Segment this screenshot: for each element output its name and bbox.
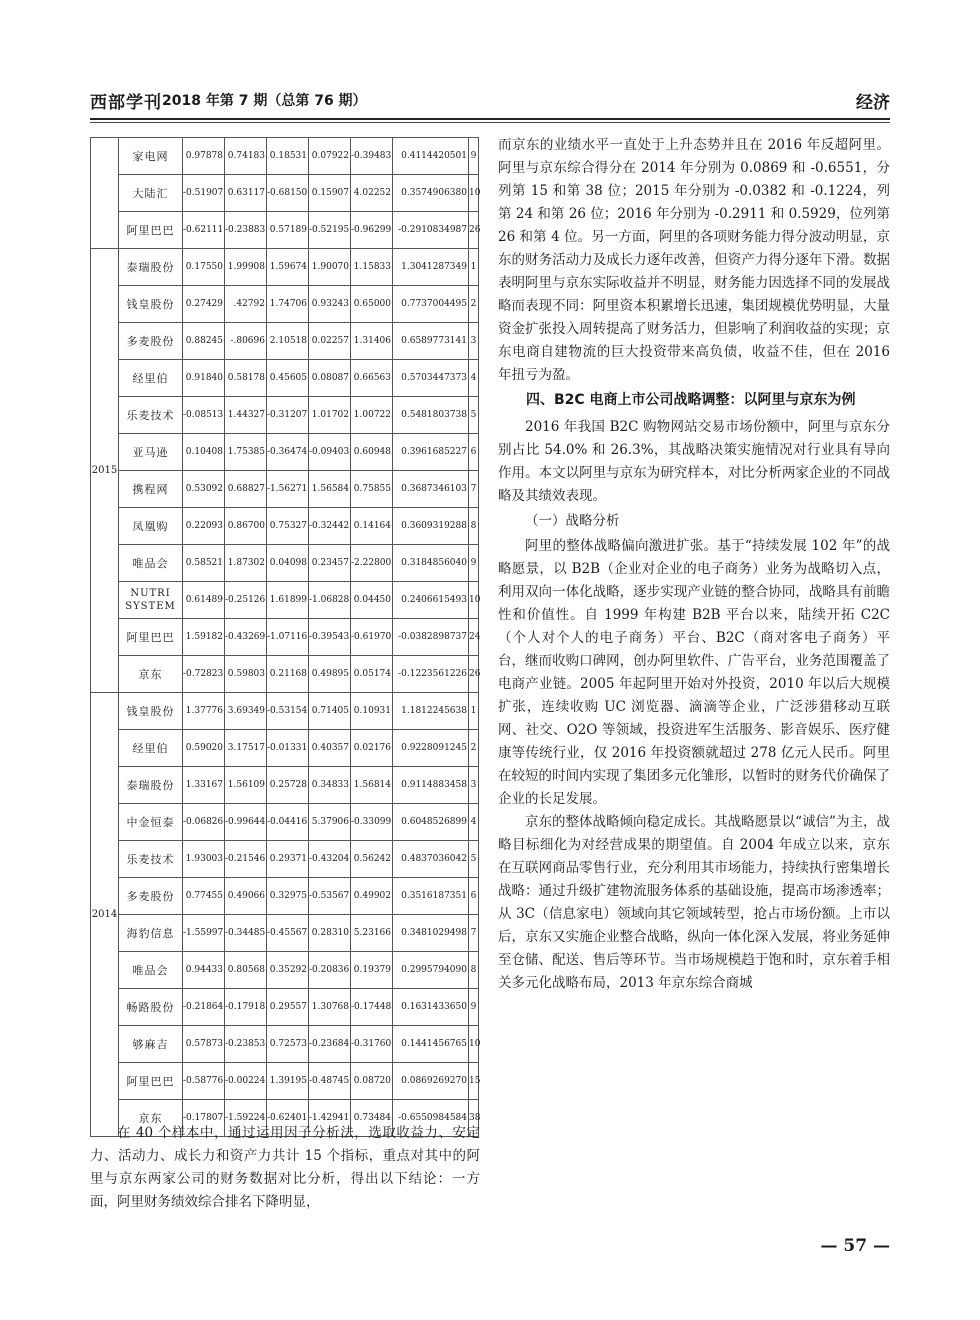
factor-cell: 0.58178 — [225, 360, 267, 397]
factor-cell: 0.34833 — [309, 767, 351, 804]
score-cell: 0.3516187351 — [393, 878, 469, 915]
factor-cell: -1.06828 — [309, 582, 351, 619]
score-cell: -0.2910834987 — [393, 212, 469, 249]
factor-cell: -1.42941 — [309, 1100, 351, 1137]
company-cell: 阿里巴巴 — [119, 212, 183, 249]
table-row — [91, 175, 479, 212]
factor-cell: 0.97878 — [183, 138, 225, 175]
factor-cell: 0.80568 — [225, 952, 267, 989]
company-cell: 多麦股份 — [119, 878, 183, 915]
rank-cell: 2 — [469, 730, 479, 767]
score-cell: 0.7737004495 — [393, 286, 469, 323]
rank-cell: 6 — [469, 434, 479, 471]
factor-cell: -0.39483 — [351, 138, 393, 175]
factor-cell: 0.57873 — [183, 1026, 225, 1063]
factor-cell: 0.93243 — [309, 286, 351, 323]
company-cell: 海豹信息 — [119, 915, 183, 952]
issue-info: 2018 年第 7 期（总第 76 期） — [162, 93, 367, 109]
factor-cell: 0.71405 — [309, 693, 351, 730]
company-cell: 阿里巴巴 — [119, 1063, 183, 1100]
company-cell: 泰瑞股份 — [119, 767, 183, 804]
factor-cell: 0.10931 — [351, 693, 393, 730]
factor-cell: 0.94433 — [183, 952, 225, 989]
score-cell: 0.4837036042 — [393, 841, 469, 878]
table-row — [91, 434, 479, 471]
factor-cell: 0.27429 — [183, 286, 225, 323]
table-row — [91, 397, 479, 434]
factor-cell: 0.18531 — [267, 138, 309, 175]
factor-cell: -0.53154 — [267, 693, 309, 730]
table-row — [91, 508, 479, 545]
factor-cell: 5.37906 — [309, 804, 351, 841]
company-cell: NUTRI SYSTEM — [119, 582, 183, 619]
rank-cell: 7 — [469, 915, 479, 952]
table-row — [91, 989, 479, 1026]
factor-cell: 1.74706 — [267, 286, 309, 323]
factor-cell: 0.21168 — [267, 656, 309, 693]
factor-cell: 0.45605 — [267, 360, 309, 397]
factor-cell: 0.17550 — [183, 249, 225, 286]
factor-cell: 0.04450 — [351, 582, 393, 619]
score-cell: 0.6048526899 — [393, 804, 469, 841]
table-row — [91, 804, 479, 841]
factor-cell: -1.07116 — [267, 619, 309, 656]
score-cell: 0.3574906380 — [393, 175, 469, 212]
factor-cell: -0.31760 — [351, 1026, 393, 1063]
factor-cell: -0.01331 — [267, 730, 309, 767]
score-cell: 0.1441456765 — [393, 1026, 469, 1063]
score-cell: 0.3609319288 — [393, 508, 469, 545]
factor-cell: 0.32975 — [267, 878, 309, 915]
company-cell: 阿里巴巴 — [119, 619, 183, 656]
rank-cell: 1 — [469, 693, 479, 730]
factor-cell: -1.56271 — [267, 471, 309, 508]
factor-cell: -0.20836 — [309, 952, 351, 989]
factor-cell: -0.06826 — [183, 804, 225, 841]
factor-cell: -0.32442 — [309, 508, 351, 545]
score-cell: -0.1223561226 — [393, 656, 469, 693]
alibaba-strategy-paragraph: 阿里的整体战略偏向激进扩张。基于“持续发展 102 年”的战略愿景，以 B2B（企业对企业的电子商务）业务为战略切入点，利用双向一体化战略，逐步实现产业链的整合协同，战略具有前瞻性和价值性。自 1999 年构建 B2B 平台以来，陆续开拓 C2C（个人对个人的电子商务）平台、B2C（商对客电子商务）平台，继而收购口碑网，创办阿里软件、广告平台，业务范围覆盖了电商产业链。2005 年起阿里开始对外投资，2010 年以后大规模扩张，连续收购 UC 浏览器、滴滴等企业，广泛涉猎移动互联网、社交、O2O 等领域，投资进军生活服务、影音娱乐、医疗健康等传统行业，仅 2016 年投资额就超过 278 亿元人民币。阿里在较短的时间内实现了集团多元化雏形，以暂时的财务代价确保了企业的长足发展。 — [498, 538, 890, 807]
factor-cell: -0.23853 — [225, 1026, 267, 1063]
factor-cell: 0.40357 — [309, 730, 351, 767]
company-cell: 钱皇股份 — [119, 286, 183, 323]
rank-cell: 10 — [469, 582, 479, 619]
factor-cell: 1.31406 — [351, 323, 393, 360]
factor-cell: 0.77455 — [183, 878, 225, 915]
factor-cell: 1.33167 — [183, 767, 225, 804]
financial-score-table — [90, 137, 479, 1137]
factor-cell: 1.01702 — [309, 397, 351, 434]
factor-cell: 1.99908 — [225, 249, 267, 286]
factor-cell: -0.72823 — [183, 656, 225, 693]
factor-cell: 1.56814 — [351, 767, 393, 804]
score-cell: 0.9228091245 — [393, 730, 469, 767]
factor-cell: 1.59182 — [183, 619, 225, 656]
rank-cell: 1 — [469, 249, 479, 286]
factor-cell: 0.63117 — [225, 175, 267, 212]
factor-cell: -0.00224 — [225, 1063, 267, 1100]
rank-cell: 3 — [469, 767, 479, 804]
score-cell: 0.4114420501 — [393, 138, 469, 175]
rank-cell: 9 — [469, 138, 479, 175]
subsection-heading: （一）战略分析 — [525, 513, 620, 529]
factor-cell: -0.62111 — [183, 212, 225, 249]
factor-cell: 0.66563 — [351, 360, 393, 397]
factor-cell: -0.04416 — [267, 804, 309, 841]
factor-cell: 0.74183 — [225, 138, 267, 175]
company-cell: 乐麦技术 — [119, 841, 183, 878]
table-row — [91, 1026, 479, 1063]
table-row — [91, 841, 479, 878]
table-row — [91, 138, 479, 175]
factor-cell: 5.23166 — [351, 915, 393, 952]
factor-cell: 0.86700 — [225, 508, 267, 545]
factor-cell: 0.65000 — [351, 286, 393, 323]
factor-cell: -0.17448 — [351, 989, 393, 1026]
factor-cell: 0.72573 — [267, 1026, 309, 1063]
rank-cell: 5 — [469, 841, 479, 878]
table-row — [91, 952, 479, 989]
factor-cell: -0.33099 — [351, 804, 393, 841]
rank-cell: 10 — [469, 175, 479, 212]
company-cell: 畅路股份 — [119, 989, 183, 1026]
factor-cell: -0.34485 — [225, 915, 267, 952]
factor-cell: 0.88245 — [183, 323, 225, 360]
factor-cell: -0.51907 — [183, 175, 225, 212]
factor-cell: -0.99644 — [225, 804, 267, 841]
rank-cell: 24 — [469, 619, 479, 656]
table-row — [91, 619, 479, 656]
company-cell: 凤凰购 — [119, 508, 183, 545]
rank-cell: 15 — [469, 1063, 479, 1100]
company-cell: 经里伯 — [119, 360, 183, 397]
company-cell: 钱皇股份 — [119, 693, 183, 730]
factor-cell: -0.21546 — [225, 841, 267, 878]
year-cell: 2015 — [91, 249, 119, 693]
company-cell: 泰瑞股份 — [119, 249, 183, 286]
factor-cell: 1.15833 — [351, 249, 393, 286]
factor-cell: -0.52195 — [309, 212, 351, 249]
year-cell: 2014 — [91, 693, 119, 1137]
header-rule-thin — [90, 122, 890, 123]
factor-cell: 0.08087 — [309, 360, 351, 397]
header-rule — [90, 118, 890, 120]
factor-cell: -0.62401 — [267, 1100, 309, 1137]
rank-cell: 26 — [469, 212, 479, 249]
score-cell: 0.6589773141 — [393, 323, 469, 360]
table-row — [91, 212, 479, 249]
factor-cell: 0.60948 — [351, 434, 393, 471]
factor-cell: -0.45567 — [267, 915, 309, 952]
rank-cell: 38 — [469, 1100, 479, 1137]
factor-cell: -0.23684 — [309, 1026, 351, 1063]
factor-cell: 1.37776 — [183, 693, 225, 730]
factor-cell: 0.25728 — [267, 767, 309, 804]
factor-cell: -0.43269 — [225, 619, 267, 656]
factor-cell: 0.10408 — [183, 434, 225, 471]
table-row — [91, 323, 479, 360]
factor-cell: 1.93003 — [183, 841, 225, 878]
factor-cell: 0.02176 — [351, 730, 393, 767]
score-cell: 0.3961685227 — [393, 434, 469, 471]
rank-cell: 4 — [469, 804, 479, 841]
factor-cell: -0.36474 — [267, 434, 309, 471]
rank-cell: 2 — [469, 286, 479, 323]
section-heading: 四、B2C 电商上市公司战略调整：以阿里与京东为例 — [526, 392, 856, 408]
score-cell: 0.3184856040 — [393, 545, 469, 582]
factor-cell: 0.61489 — [183, 582, 225, 619]
factor-cell: -0.25126 — [225, 582, 267, 619]
score-cell: 0.1631433650 — [393, 989, 469, 1026]
factor-cell: .42792 — [225, 286, 267, 323]
factor-cell: -.80696 — [225, 323, 267, 360]
factor-cell: 3.17517 — [225, 730, 267, 767]
rank-cell: 8 — [469, 508, 479, 545]
factor-cell: 0.19379 — [351, 952, 393, 989]
rank-cell: 7 — [469, 471, 479, 508]
factor-cell: -0.96299 — [351, 212, 393, 249]
company-cell: 亚马逊 — [119, 434, 183, 471]
factor-cell: 2.10518 — [267, 323, 309, 360]
factor-cell: 0.49902 — [351, 878, 393, 915]
factor-cell: 0.14164 — [351, 508, 393, 545]
table-row — [91, 582, 479, 619]
factor-cell: -0.31207 — [267, 397, 309, 434]
rank-cell: 8 — [469, 952, 479, 989]
factor-cell: -0.08513 — [183, 397, 225, 434]
score-cell: 0.3481029498 — [393, 915, 469, 952]
intro-paragraph: 2016 年我国 B2C 购物网站交易市场份额中，阿里与京东分别占比 54.0% 和 26.3%，其战略决策实施情况对行业具有导向作用。本文以阿里与京东为研究样本，对比分析两家企业的不同战略及其绩效表现。 — [498, 419, 890, 504]
factor-cell: 0.75855 — [351, 471, 393, 508]
factor-cell: 0.04098 — [267, 545, 309, 582]
rank-cell: 3 — [469, 323, 479, 360]
table-row — [91, 471, 479, 508]
factor-cell: -0.17807 — [183, 1100, 225, 1137]
factor-cell: 0.22093 — [183, 508, 225, 545]
factor-cell: 3.69349 — [225, 693, 267, 730]
rank-cell: 5 — [469, 397, 479, 434]
company-cell: 唯品会 — [119, 545, 183, 582]
factor-cell: 0.07922 — [309, 138, 351, 175]
factor-cell: -1.55997 — [183, 915, 225, 952]
score-cell: 0.0869269270 — [393, 1063, 469, 1100]
factor-cell: 0.73484 — [351, 1100, 393, 1137]
factor-cell: 1.75385 — [225, 434, 267, 471]
score-cell: 0.5703447373 — [393, 360, 469, 397]
score-cell: -0.0382898737 — [393, 619, 469, 656]
company-cell: 经里伯 — [119, 730, 183, 767]
section-name: 经济 — [856, 93, 890, 113]
conclusion-paragraph: 在 40 个样本中，通过运用因子分析法，选取收益力、安定力、活动力、成长力和资产力共计 15 个指标，重点对其中的阿里与京东两家公司的财务数据对比分析，得出以下结论：一方面，阿里财务绩效综合排名下降明显， — [90, 1125, 480, 1210]
factor-cell: 0.02257 — [309, 323, 351, 360]
factor-cell: 0.53092 — [183, 471, 225, 508]
table-row — [91, 249, 479, 286]
table-row — [91, 1063, 479, 1100]
factor-cell: 0.56242 — [351, 841, 393, 878]
factor-cell: 0.58521 — [183, 545, 225, 582]
factor-cell: -0.17918 — [225, 989, 267, 1026]
rank-cell: 4 — [469, 360, 479, 397]
journal-name: 西部学刊 — [90, 93, 162, 113]
table-row — [91, 360, 479, 397]
page-header — [90, 84, 890, 116]
factor-cell: -0.39543 — [309, 619, 351, 656]
table-row — [91, 878, 479, 915]
rank-cell: 9 — [469, 545, 479, 582]
factor-cell: 0.05174 — [351, 656, 393, 693]
right-column — [498, 134, 890, 995]
factor-cell: 0.59803 — [225, 656, 267, 693]
factor-cell: 0.08720 — [351, 1063, 393, 1100]
factor-cell: -0.48745 — [309, 1063, 351, 1100]
company-cell: 京东 — [119, 1100, 183, 1137]
rank-cell: 9 — [469, 989, 479, 1026]
table-row — [91, 767, 479, 804]
jd-strategy-paragraph: 京东的整体战略倾向稳定成长。其战略愿景以“诚信”为主，战略目标细化为对经营成果的期望值。自 2004 年成立以来，京东在互联网商品零售行业，充分利用其市场能力，持续执行密集增长战略：通过升级扩建物流服务体系的基础设施，提高市场渗透率；从 3C（信息家电）领域向其它领域转型，抢占市场份额。上市以后，京东又实施企业整合战略，纵向一体化深入发展，将业务延伸至仓储、配送、售后等环节。当市场规模趋于饱和时，京东着手相关多元化战略布局，2013 年京东综合商城 — [498, 814, 890, 991]
rank-cell: 6 — [469, 878, 479, 915]
factor-cell: 0.49066 — [225, 878, 267, 915]
factor-cell: -0.58776 — [183, 1063, 225, 1100]
table-row — [91, 286, 479, 323]
factor-cell: -0.53567 — [309, 878, 351, 915]
factor-cell: 1.39195 — [267, 1063, 309, 1100]
factor-cell: -0.61970 — [351, 619, 393, 656]
factor-cell: 1.44327 — [225, 397, 267, 434]
company-cell: 唯品会 — [119, 952, 183, 989]
factor-cell: 0.28310 — [309, 915, 351, 952]
factor-cell: -0.23883 — [225, 212, 267, 249]
factor-cell: 1.90070 — [309, 249, 351, 286]
factor-cell: 0.29371 — [267, 841, 309, 878]
factor-cell: -2.22800 — [351, 545, 393, 582]
year-cell — [91, 138, 119, 249]
company-cell: 多麦股份 — [119, 323, 183, 360]
factor-cell: 0.75327 — [267, 508, 309, 545]
factor-cell: 0.91840 — [183, 360, 225, 397]
factor-cell: -1.59224 — [225, 1100, 267, 1137]
factor-cell: 0.49895 — [309, 656, 351, 693]
factor-cell: 0.35292 — [267, 952, 309, 989]
factor-cell: 1.87302 — [225, 545, 267, 582]
company-cell: 京东 — [119, 656, 183, 693]
factor-cell: -0.68150 — [267, 175, 309, 212]
company-cell: 家电网 — [119, 138, 183, 175]
factor-cell: 4.02252 — [351, 175, 393, 212]
table-row — [91, 730, 479, 767]
table-row — [91, 693, 479, 730]
page-number: — 57 — — [820, 1236, 890, 1256]
company-cell: 中金恒泰 — [119, 804, 183, 841]
company-cell: 乐麦技术 — [119, 397, 183, 434]
factor-cell: 1.56109 — [225, 767, 267, 804]
factor-cell: 1.61899 — [267, 582, 309, 619]
score-cell: 0.2406615493 — [393, 582, 469, 619]
results-paragraph: 而京东的业绩水平一直处于上升态势并且在 2016 年反超阿里。阿里与京东综合得分在 2014 年分别为 0.0869 和 -0.6551，分列第 15 和第 38 位；2015 年分别为 -0.0382 和 -0.1224，列第 24 和第 26 位；2016 年分别为 -0.2911 和 0.5929，位列第 26 和第 4 位。另一方面，阿里的各项财务能力得分波动明显，京东的财务活动力及成长力逐年改善，但资产力得分逐年下滑。数据表明阿里与京东实际收益并不明显，财务能力因选择不同的发展战略而表现不同：阿里资本积累增长迅速，集团规模优势明显，大量资金扩张投入周转提高了财务活力，但影响了利润收益的实现；京东电商自建物流的巨大投资带来高负债，收益不佳，但在 2016 年扭亏为盈。 — [498, 137, 890, 383]
score-cell: 0.2995794090 — [393, 952, 469, 989]
table-row — [91, 656, 479, 693]
factor-cell: 0.15907 — [309, 175, 351, 212]
table-row — [91, 915, 479, 952]
factor-cell: 0.59020 — [183, 730, 225, 767]
company-cell: 携程网 — [119, 471, 183, 508]
company-cell: 大陆汇 — [119, 175, 183, 212]
factor-cell: -0.21864 — [183, 989, 225, 1026]
rank-cell: 26 — [469, 656, 479, 693]
factor-cell: 1.00722 — [351, 397, 393, 434]
factor-cell: -0.09403 — [309, 434, 351, 471]
table-body — [91, 138, 479, 1137]
table-row — [91, 545, 479, 582]
factor-cell: 0.57189 — [267, 212, 309, 249]
factor-cell: 0.29557 — [267, 989, 309, 1026]
rank-cell: 10 — [469, 1026, 479, 1063]
factor-cell: 1.56584 — [309, 471, 351, 508]
factor-cell: 0.68827 — [225, 471, 267, 508]
score-cell: 0.3687346103 — [393, 471, 469, 508]
factor-cell: 1.59674 — [267, 249, 309, 286]
left-column-text — [90, 1122, 480, 1214]
score-cell: 1.3041287349 — [393, 249, 469, 286]
factor-cell: 0.23457 — [309, 545, 351, 582]
score-cell: 0.5481803738 — [393, 397, 469, 434]
factor-cell: -0.43204 — [309, 841, 351, 878]
score-cell: 0.9114883458 — [393, 767, 469, 804]
score-cell: 1.1812245638 — [393, 693, 469, 730]
score-cell: -0.6550984584 — [393, 1100, 469, 1137]
factor-cell: 1.30768 — [309, 989, 351, 1026]
company-cell: 够麻吉 — [119, 1026, 183, 1063]
